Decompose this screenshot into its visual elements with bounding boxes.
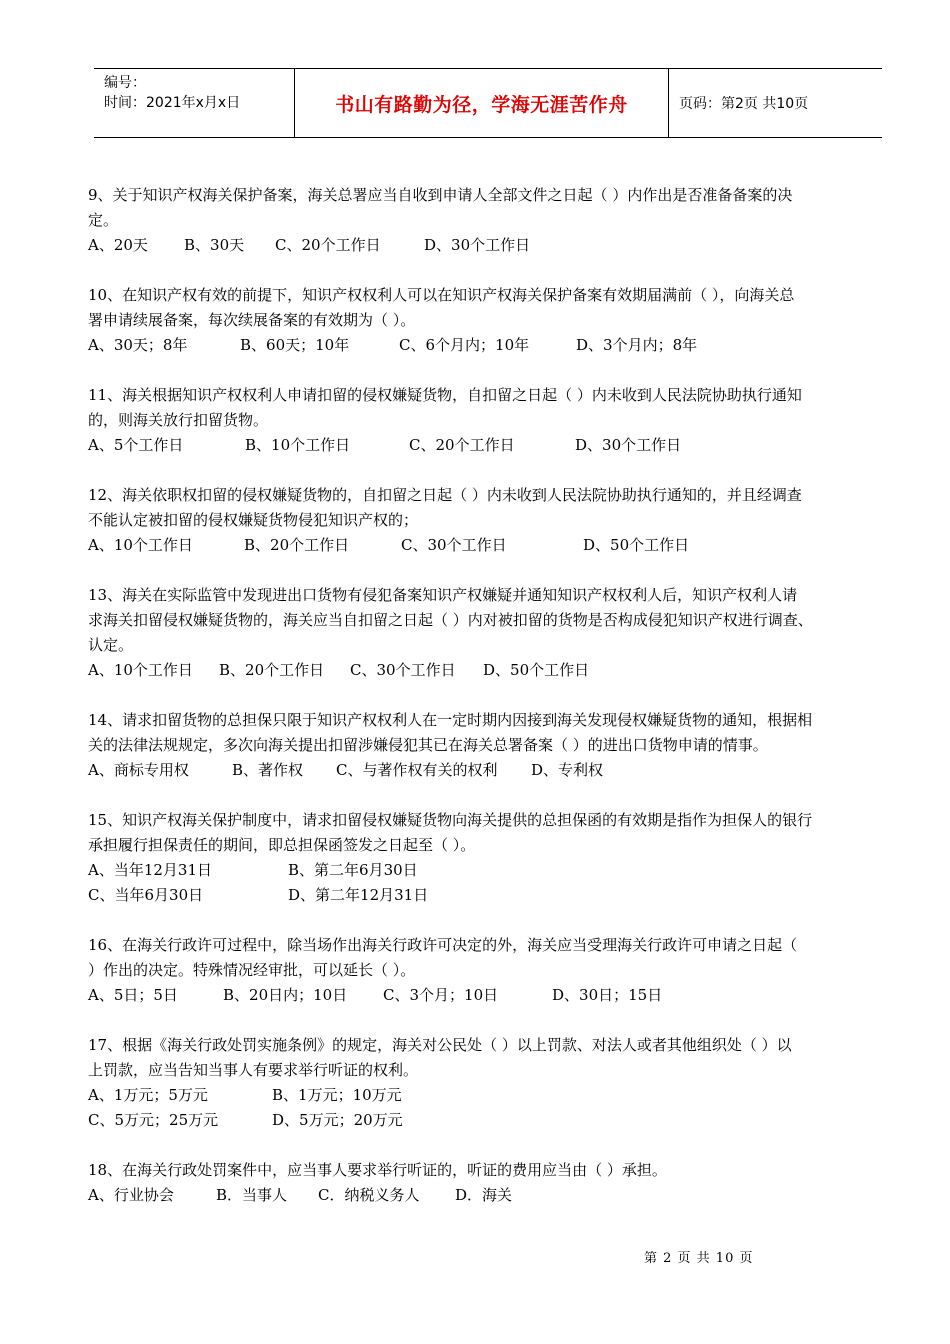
answer-options [88, 1183, 900, 1208]
answer-option: C、30个工作日 [350, 661, 456, 679]
answer-option: C．纳税义务人 [318, 1186, 420, 1204]
question-item [88, 183, 900, 258]
question-item [88, 283, 900, 358]
page-footer: 第 2 页 共 10 页 [644, 1251, 754, 1266]
question-text-line: 定。 [88, 211, 119, 229]
question-text-line: 10、在知识产权有效的前提下，知识产权权利人可以在知识产权海关保护备案有效期届满前（ ），向海关总 [88, 286, 795, 304]
answer-options [88, 758, 900, 783]
document-time: 时间：2021年x月x日 [104, 95, 241, 111]
answer-option: A、5日；5日 [88, 986, 178, 1004]
answer-option: C、与著作权有关的权利 [336, 761, 498, 779]
question-item [88, 383, 900, 458]
answer-option: B、第二年6月30日 [288, 861, 418, 879]
answer-option: D、30日；15日 [552, 986, 663, 1004]
answer-option: B、20个工作日 [244, 536, 350, 554]
answer-option: C、5万元；25万元 [88, 1111, 219, 1129]
answer-option: A、当年12月31日 [88, 861, 213, 879]
answer-options [88, 433, 900, 458]
question-text-line: 求海关扣留侵权嫌疑货物的，海关应当自扣留之日起（ ）内对被扣留的货物是否构成侵犯知识产权进行调查、 [88, 611, 813, 629]
question-item [88, 483, 900, 558]
answer-option: A、30天；8年 [88, 336, 188, 354]
question-text-line: 的，则海关放行扣留货物。 [88, 411, 269, 429]
question-item [88, 1158, 900, 1208]
header-motto: 书山有路勤为径，学海无涯苦作舟 [295, 69, 669, 137]
answer-option: A、行业协会 [88, 1186, 174, 1204]
question-text-line: 14、请求扣留货物的总担保只限于知识产权权利人在一定时期内因接到海关发现侵权嫌疑货物的通知，根据相 [88, 711, 813, 729]
question-text-line: 11、海关根据知识产权权利人申请扣留的侵权嫌疑货物，自扣留之日起（ ）内未收到人民法院协助执行通知 [88, 386, 802, 404]
answer-option: A、1万元；5万元 [88, 1086, 208, 1104]
question-list [88, 183, 900, 1233]
answer-option: C、当年6月30日 [88, 886, 204, 904]
question-text-line: 关的法律法规规定，多次向海关提出扣留涉嫌侵犯其已在海关总署备案（ ）的进出口货物申请的情事。 [88, 736, 768, 754]
answer-options [88, 883, 900, 908]
answer-option: C、30个工作日 [401, 536, 507, 554]
question-item [88, 708, 900, 783]
answer-option: B、著作权 [232, 761, 304, 779]
answer-option: B、30天 [184, 236, 245, 254]
answer-option: D、第二年12月31日 [288, 886, 429, 904]
question-text-line: 上罚款，应当告知当事人有要求举行听证的权利。 [88, 1061, 419, 1079]
answer-option: B、60天；10年 [240, 336, 350, 354]
answer-option: D、3个月内；8年 [576, 336, 698, 354]
answer-options [88, 233, 900, 258]
question-text-line: 12、海关依职权扣留的侵权嫌疑货物的，自扣留之日起（ ）内未收到人民法院协助执行通知的，并且经调查 [88, 486, 802, 504]
answer-options [88, 333, 900, 358]
header-page-info: 页码：第2页 共10页 [679, 96, 809, 112]
answer-option: D、5万元；20万元 [272, 1111, 403, 1129]
answer-options [88, 533, 900, 558]
question-item [88, 808, 900, 908]
question-text-line: 不能认定被扣留的侵权嫌疑货物侵犯知识产权的； [88, 511, 419, 529]
answer-option: D、30个工作日 [424, 236, 531, 254]
answer-option: B、20个工作日 [219, 661, 325, 679]
answer-option: B．当事人 [216, 1186, 288, 1204]
header-meta [94, 69, 295, 137]
question-item [88, 583, 900, 683]
question-item [88, 933, 900, 1008]
answer-option: C、20个工作日 [275, 236, 381, 254]
answer-option: B、20日内；10日 [223, 986, 348, 1004]
answer-option: C、20个工作日 [409, 436, 515, 454]
answer-option: A、20天 [88, 236, 148, 254]
question-text-line: 18、在海关行政处罚案件中，应当事人要求举行听证的，听证的费用应当由（ ）承担。 [88, 1161, 667, 1179]
question-item [88, 1033, 900, 1133]
question-text-line: 17、根据《海关行政处罚实施条例》的规定，海关对公民处（ ）以上罚款、对法人或者其他组织处（ ）以 [88, 1036, 792, 1054]
answer-option: B、1万元；10万元 [272, 1086, 402, 1104]
answer-options [88, 658, 900, 683]
answer-option: C、3个月；10日 [383, 986, 499, 1004]
answer-option: B、10个工作日 [245, 436, 351, 454]
answer-option: A、10个工作日 [88, 536, 193, 554]
answer-option: A、5个工作日 [88, 436, 184, 454]
question-text-line: 署申请续展备案，每次续展备案的有效期为（ ）。 [88, 311, 416, 329]
answer-option: A、商标专用权 [88, 761, 189, 779]
page-header [94, 68, 882, 138]
answer-options [88, 858, 900, 883]
question-text-line: ）作出的决定。特殊情况经审批，可以延长（ ）。 [88, 961, 416, 979]
document-number-label: 编号： [104, 75, 146, 91]
question-text-line: 承担履行担保责任的期间，即总担保函签发之日起至（ ）。 [88, 836, 476, 854]
answer-option: C、6个月内；10年 [399, 336, 530, 354]
answer-options [88, 1083, 900, 1108]
answer-option: A、10个工作日 [88, 661, 193, 679]
answer-option: D、专利权 [531, 761, 604, 779]
question-text-line: 13、海关在实际监管中发现进出口货物有侵犯备案知识产权嫌疑并通知知识产权权利人后，知识产权利人请 [88, 586, 798, 604]
answer-option: D．海关 [455, 1186, 513, 1204]
question-text-line: 9、关于知识产权海关保护备案，海关总署应当自收到申请人全部文件之日起（ ）内作出是否准备备案的决 [88, 186, 793, 204]
question-text-line: 16、在海关行政许可过程中，除当场作出海关行政许可决定的外，海关应当受理海关行政许可申请之日起（ [88, 936, 798, 954]
answer-options [88, 983, 900, 1008]
answer-option: D、50个工作日 [583, 536, 690, 554]
answer-options [88, 1108, 900, 1133]
question-text-line: 认定。 [88, 636, 134, 654]
answer-option: D、30个工作日 [575, 436, 682, 454]
answer-option: D、50个工作日 [483, 661, 590, 679]
question-text-line: 15、知识产权海关保护制度中，请求扣留侵权嫌疑货物向海关提供的总担保函的有效期是指作为担保人的银行 [88, 811, 813, 829]
